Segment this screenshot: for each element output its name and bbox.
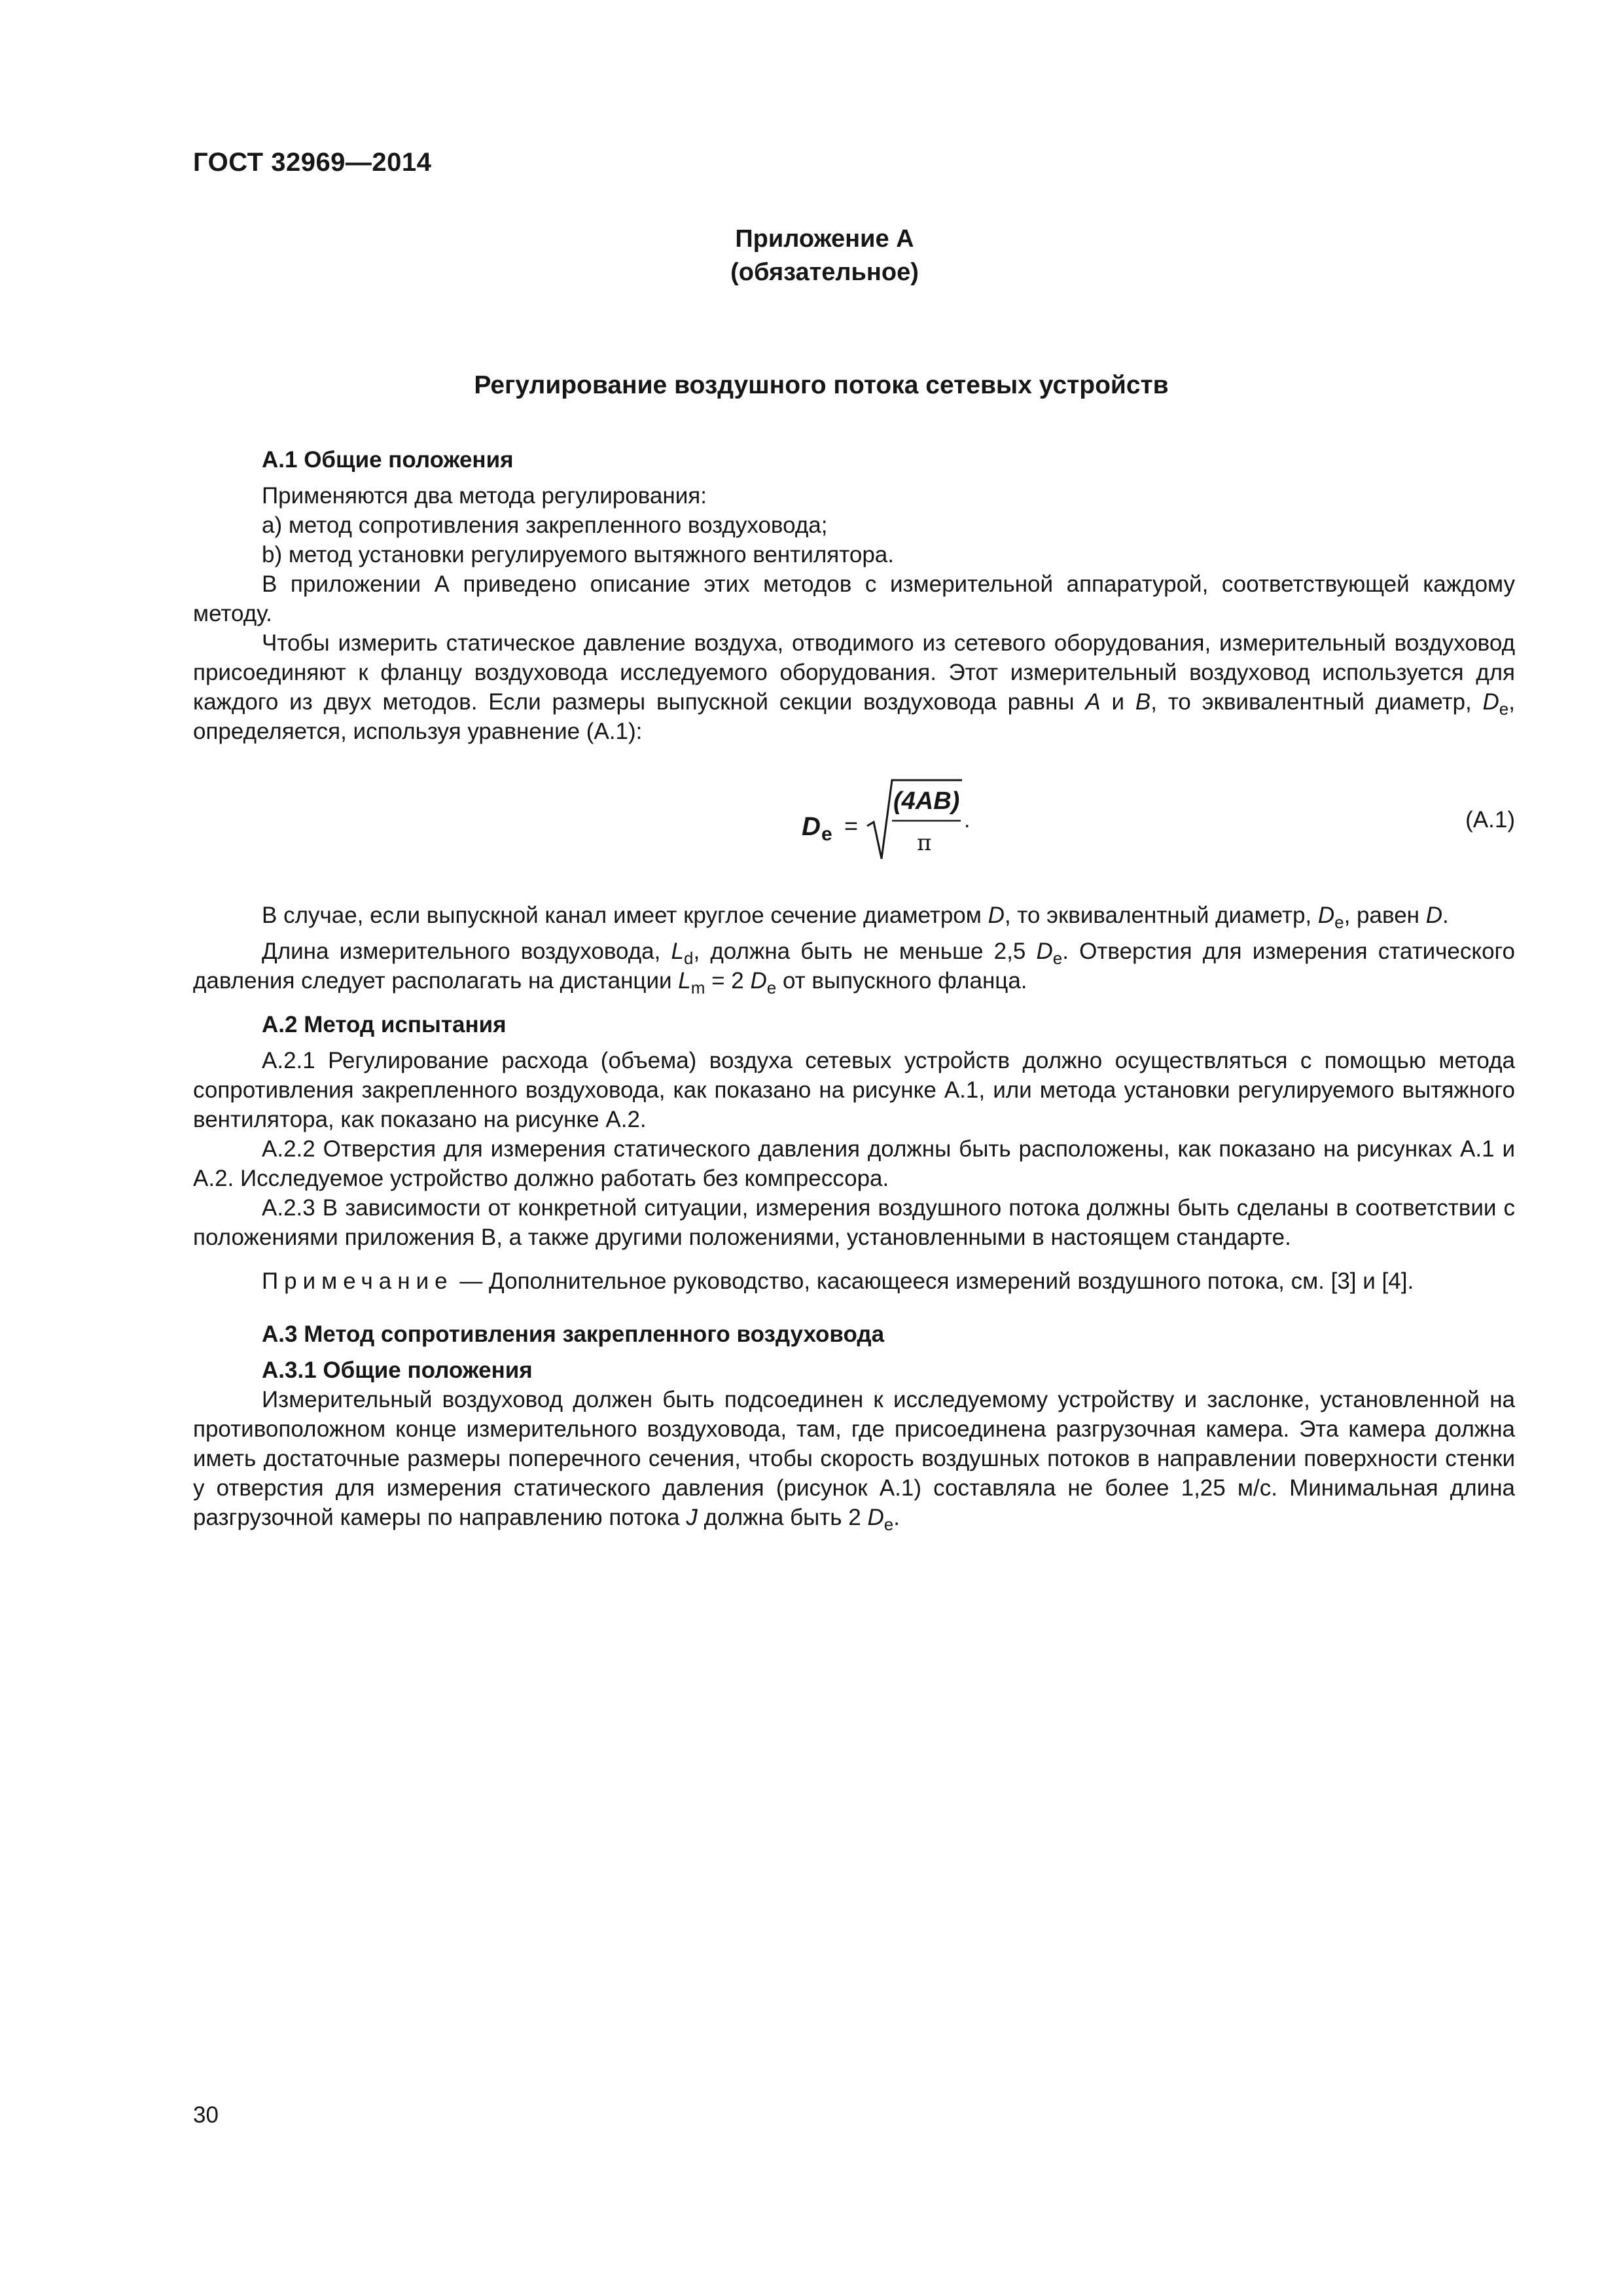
annex-heading	[0, 223, 1623, 289]
equation-lhs: D	[802, 812, 821, 841]
a1-item-a: а) метод сопротивления закрепленного воздуховода;	[262, 512, 828, 538]
document-body	[193, 445, 1515, 1532]
a1-paragraph-4: В случае, если выпускной канал имеет круглое сечение диаметром D, то эквивалентный диаметр, $D_e$, равен D.	[262, 903, 1449, 932]
a1-intro: Применяются два метода регулирования:	[262, 483, 707, 509]
a2-paragraph-1: А.2.1 Регулирование расхода (объема) воздуха сетевых устройств должно осуществляться с помощью метода сопротивления закрепленного воздуховода, как показано на рисунке А.1, или метода установки регулируемого вытяжного вентилятора, как показано на рисунке А.2.	[193, 1048, 1515, 1132]
equation-denominator: π	[917, 830, 932, 856]
a2-paragraph-2: А.2.2 Отверстия для измерения статического давления должны быть расположены, как показано на рисунках А.1 и А.2. Исследуемое устройство должно работать без компрессора.	[193, 1136, 1515, 1191]
a1-paragraph-3: Чтобы измерить статическое давление воздуха, отводимого из сетевого оборудования, измерительный воздуховод присоединяют к фланцу воздуховода исследуемого оборудования. Этот измерительный воздуховод используется для каждого из двух методов. Если размеры выпускной секции воздуховода равны А и В, то эквивалентный диаметр, $D_e$, определяется, используя уравнение (А.1):	[193, 630, 1515, 744]
equation-number: (А.1)	[1465, 807, 1515, 833]
a2-paragraph-3: А.2.3 В зависимости от конкретной ситуации, измерения воздушного потока должны быть сделаны в соответствии с положениями приложения В, а также другими положениями, установленными в настоящем стандарте.	[193, 1195, 1515, 1250]
annex-title: Регулирование воздушного потока сетевых устройств	[474, 371, 1169, 399]
page-number: 30	[193, 2102, 219, 2128]
a2-note: Примечание — Дополнительное руководство, касающееся измерений воздушного потока, см. [3] и [4].	[262, 1268, 1414, 1294]
equation-graphic	[193, 768, 1515, 886]
equation-lhs-sub: e	[821, 823, 832, 845]
standard-designation: ГОСТ 32969—2014	[193, 148, 432, 177]
equation-numerator: (4AB)	[893, 787, 960, 815]
section-a1-heading: А.1 Общие положения	[262, 447, 514, 473]
annex-status: (обязательное)	[730, 259, 919, 286]
section-a2-heading: А.2 Метод испытания	[262, 1012, 507, 1037]
section-a3-1-heading: А.3.1 Общие положения	[262, 1357, 533, 1383]
equation-dot: .	[964, 808, 971, 833]
note-label: Примечание	[262, 1268, 454, 1294]
a1-item-b: b) метод установки регулируемого вытяжного вентилятора.	[262, 542, 894, 567]
section-a3-heading: А.3 Метод сопротивления закрепленного воздуховода	[262, 1321, 885, 1347]
equation-equals: =	[844, 812, 859, 839]
a3-paragraph-1: Измерительный воздуховод должен быть подсоединен к исследуемому устройству и заслонке, установленной на противоположном конце измерительного воздуховода, там, где присоединена разгрузочная камера. Эта камера должна иметь достаточные размеры поперечного сечения, чтобы скорость воздушных потоков в направлении поверхности стенки у отверстия для измерения статического давления (рисунок А.1) составляла не более 1,25 м/с. Минимальная длина разгрузочной камеры по направлению потока J должна быть 2 $D_e$.	[193, 1387, 1515, 1534]
annex-label: Приложение А	[735, 225, 914, 253]
equation-a1	[193, 768, 1515, 886]
a1-paragraph-5: Длина измерительного воздуховода, $L_d$, должна быть не меньше 2,5 $D_e$. Отверстия для измерения статического давления следует располагать на дистанции $L_m = 2$ $D_e$ от выпускного фланца.	[193, 939, 1515, 997]
a1-paragraph-2: В приложении А приведено описание этих методов с измерительной аппаратурой, соответствующей каждому методу.	[193, 571, 1515, 626]
